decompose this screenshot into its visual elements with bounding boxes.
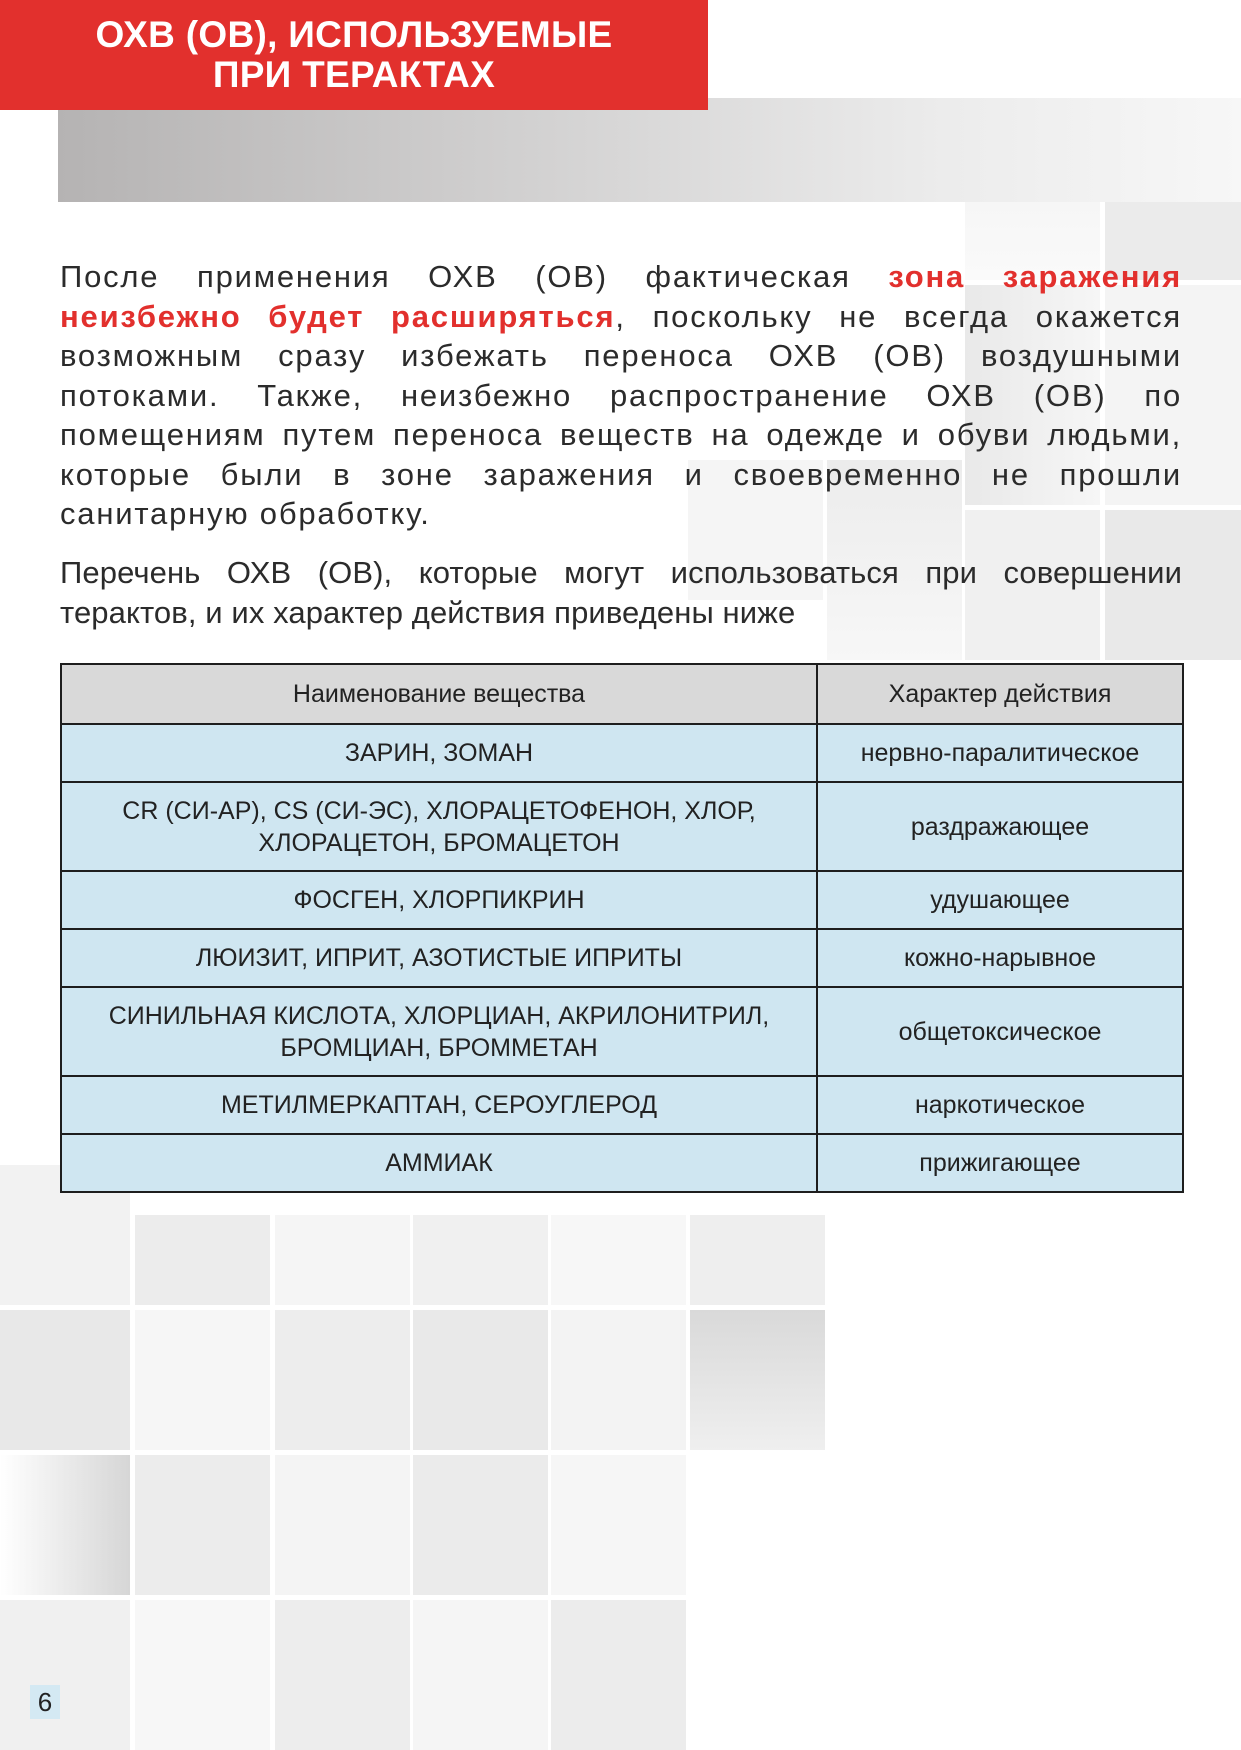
table-row	[61, 1076, 1183, 1134]
intro-text-2: , поскольку не всегда окажется возможным сразу избежать переноса ОХВ (ОВ) воздушными потоками. Также, неизбежно распространение ОХВ (ОВ) по помещениям путем переноса веществ на одежде и обуви людьми, которые были в зоне заражения и своевременно не прошли санитарную обработку.	[60, 298, 1182, 531]
action-cell: общетоксическое	[817, 987, 1183, 1076]
table-row	[61, 871, 1183, 929]
substance-cell	[61, 987, 817, 1076]
action-cell: нервно-паралитическое	[817, 724, 1183, 782]
page-title	[0, 0, 708, 110]
table-row	[61, 724, 1183, 782]
list-intro-paragraph: Перечень ОХВ (ОВ), которые могут использоваться при совершении терактов, и их характер действия приведены ниже	[60, 555, 1182, 630]
page-title-line-1: ОХВ (ОВ), ИСПОЛЬЗУЕМЫЕ	[95, 14, 613, 55]
substance-cell: ЛЮИЗИТ, ИПРИТ, АЗОТИСТЫЕ ИПРИТЫ	[61, 929, 817, 987]
page-title-line-2: ПРИ ТЕРАКТАХ	[212, 54, 496, 95]
intro-highlight: зона заражения неизбежно будет расширяться	[60, 259, 1182, 334]
action-cell: наркотическое	[817, 1076, 1183, 1134]
intro-paragraph	[60, 257, 1182, 534]
substance-cell: ЗАРИН, ЗОМАН	[61, 724, 817, 782]
header-band	[58, 98, 1241, 202]
substance-line: CR (СИ-АР), CS (СИ-ЭС), ХЛОРАЦЕТОФЕНОН, ХЛОР,	[122, 796, 756, 825]
intro-text-1: После применения ОХВ (ОВ) фактическая	[60, 259, 889, 294]
substance-cell: АММИАК	[61, 1134, 817, 1192]
table-header-substance: Наименование вещества	[61, 664, 817, 724]
table-row	[61, 1134, 1183, 1192]
substances-table	[60, 663, 1184, 1193]
action-cell: раздражающее	[817, 782, 1183, 871]
table-row	[61, 929, 1183, 987]
table-header-row	[61, 664, 1183, 724]
table-row	[61, 782, 1183, 871]
substance-line: ХЛОРАЦЕТОН, БРОМАЦЕТОН	[258, 828, 620, 857]
table-row	[61, 987, 1183, 1076]
action-cell: прижигающее	[817, 1134, 1183, 1192]
substance-cell: МЕТИЛМЕРКАПТАН, СЕРОУГЛЕРОД	[61, 1076, 817, 1134]
substance-line: БРОМЦИАН, БРОММЕТАН	[280, 1033, 598, 1062]
action-cell: кожно-нарывное	[817, 929, 1183, 987]
substance-cell: ФОСГЕН, ХЛОРПИКРИН	[61, 871, 817, 929]
substance-cell	[61, 782, 817, 871]
action-cell: удушающее	[817, 871, 1183, 929]
substance-line: СИНИЛЬНАЯ КИСЛОТА, ХЛОРЦИАН, АКРИЛОНИТРИЛ,	[108, 1001, 770, 1030]
table-header-action: Характер действия	[817, 664, 1183, 724]
page-number: 6	[30, 1685, 60, 1719]
